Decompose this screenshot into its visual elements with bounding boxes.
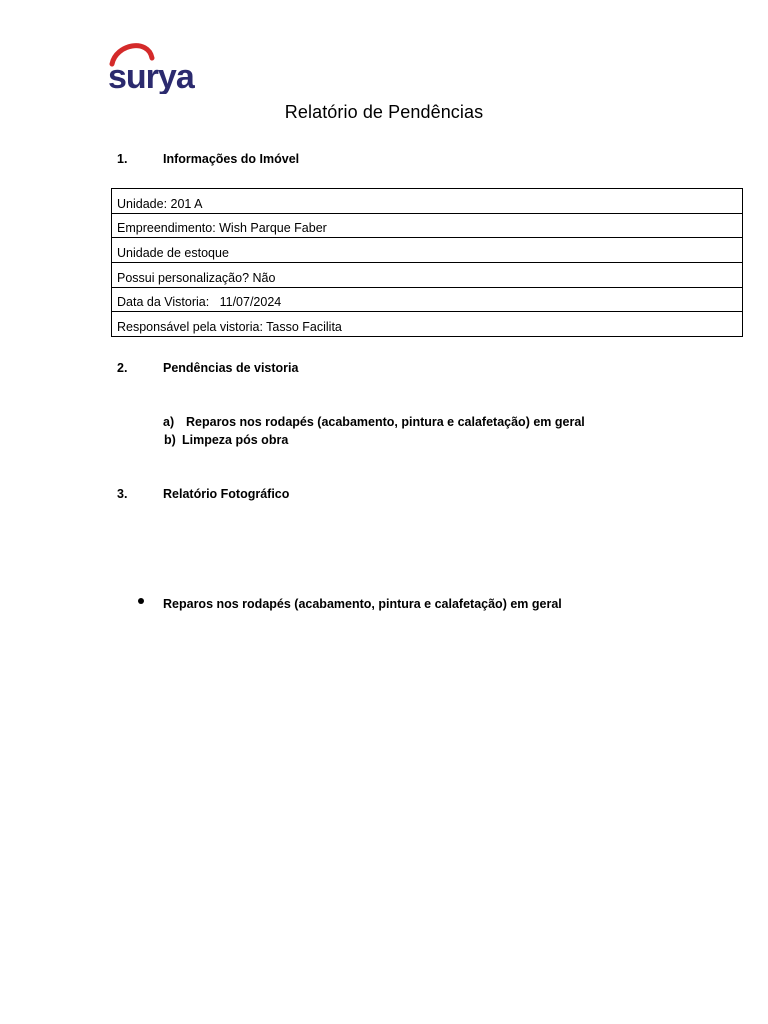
bullet-icon	[138, 598, 144, 604]
section-title: Relatório Fotográfico	[163, 487, 290, 501]
surya-logo-graphic	[108, 40, 216, 94]
table-row	[112, 213, 743, 238]
table-row	[112, 287, 743, 312]
list-item	[164, 433, 288, 447]
list-item-letter: a)	[163, 415, 175, 429]
table-row	[112, 238, 743, 263]
property-info-table	[111, 188, 743, 337]
bullet-item-text: Reparos nos rodapés (acabamento, pintura e calafetação) em geral	[163, 597, 562, 611]
section-heading-info	[117, 152, 299, 166]
table-cell-estoque: Unidade de estoque	[112, 238, 743, 263]
section-heading-relatorio	[117, 487, 289, 501]
table-cell-personalizacao: Possui personalização? Não	[112, 263, 743, 288]
section-title: Informações do Imóvel	[163, 152, 300, 166]
section-number: 1.	[117, 152, 128, 166]
table-cell-unidade: Unidade: 201 A	[112, 189, 743, 214]
table-cell-responsavel: Responsável pela vistoria: Tasso Facilita	[112, 312, 743, 337]
list-item-text: Reparos nos rodapés (acabamento, pintura e calafetação) em geral	[186, 415, 585, 429]
list-item	[163, 415, 585, 429]
document-title: Relatório de Pendências	[284, 102, 484, 122]
section-number: 2.	[117, 361, 128, 375]
svg-text:surya: surya	[108, 58, 194, 94]
table-row	[112, 189, 743, 214]
list-item-letter: b)	[164, 433, 176, 447]
table-row	[112, 312, 743, 337]
table-cell-empreendimento: Empreendimento: Wish Parque Faber	[112, 213, 743, 238]
section-heading-pendencias	[117, 361, 298, 375]
table-cell-data-vistoria: Data da Vistoria: 11/07/2024	[112, 287, 743, 312]
section-number: 3.	[117, 487, 128, 501]
company-logo	[108, 40, 216, 94]
table-row	[112, 263, 743, 288]
section-title: Pendências de vistoria	[163, 361, 299, 375]
list-item-text: Limpeza pós obra	[182, 433, 289, 447]
